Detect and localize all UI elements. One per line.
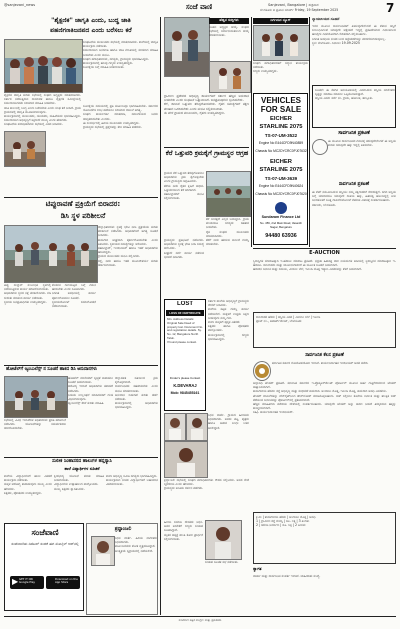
tender-detail-table: [253, 512, 396, 564]
app-promo-box: [4, 523, 84, 611]
tender-body-text: ಅಲ್ಪಾವಧಿ ಟೆಂಡರ್ ಪ್ರಕಟಣೆ. ಕರ್ನಾಟಕ ಸರ್ಕಾರದ ಇ-ಪ್ರೊಕ್ಯೂರ್‌ಮೆಂಟ್ ಪೋರ್ಟಲ್ ಮೂಲಕ ಅರ್ಹ ಗುತ್ತಿಗೆದಾರರಿಂದ ಟೆಂಡರ್ ಆಹ್ವಾನಿಸಲಾಗಿದೆ. ಕಾಮಗಾರಿಯ ಹೆಸರು: ರಸ್ತೆ ಅಭಿವೃದ್ಧಿ ಮತ್ತು ಸುಧಾರಣೆ ಕಾಮಗಾರಿ. ಅಂದಾಜು ಮೊತ್ತ, ಇಎಂಡಿ ಮೊತ್ತ, ಕಾಮಗಾರಿ ಅವಧಿ ವಿವರಗಳು. ಟೆಂಡರ್ ದಾಖಲೆಗಳನ್ನು ವೆಬ್‌ಸೈಟ್‌ನಿಂದ ಡೌನ್‌ಲೋಡ್ ಮಾಡಿಕೊಳ್ಳಬಹುದು. ಬಿಡ್ ಸಲ್ಲಿಸಲು ಕೊನೆಯ ದಿನಾಂಕ ಮತ್ತು ತಾಂತ್ರಿಕ ಬಿಡ್ ತೆರೆಯುವ ದಿನಾಂಕವನ್ನು ಪೋರ್ಟಲ್‌ನಲ್ಲಿ ಪ್ರಕಟಿಸಲಾಗಿದೆ. ಹೆಚ್ಚಿನ ಮಾಹಿತಿಗಾಗಿ ಕಚೇರಿಯ ವೇಳೆಯಲ್ಲಿ ಸಂಪರ್ಕಿಸಬಹುದು. ಯಾವುದೇ ಟೆಂಡರ್ ಅನ್ನು ಕಾರಣ ನೀಡದೆ ತಿರಸ್ಕರಿಸುವ ಹಕ್ಕನ್ನು ಕಾಯ್ದಿರಿಸಲಾಗಿದೆ. ಸಹಿ/- ಕಾರ್ಯನಿರ್ವಾಹಕ ಇಂಜಿನಿಯರ್.: [253, 381, 396, 415]
right-notice-text-3: ಈ ಕೆಳಗೆ ನಮೂದಿಸಿರುವ ಆಸ್ತಿಯು ನಮ್ಮ ಕಕ್ಷಿದಾರರಿಗೆ ಸೇರಿರುತ್ತದೆ. ಸದರಿ ಆಸ್ತಿಯ ಬಗ್ಗೆ ಯಾರಾದರೂ ಯಾವುದೇ ರೀತಿಯ ಹಕ್ಕು, ಹಿತಾಸಕ್ತಿ ಹೊಂದಿದ್ದಲ್ಲಿ ಏಳು ದಿನಗಳೊಳಗೆ ಸೂಕ್ತ ದಾಖಲೆಗಳೊಂದಿಗೆ ಕೆಳಕಂಡ ವಿಳಾಸಕ್ಕೆ ಸಂಪರ್ಕಿಸಬಹುದು. ವಕೀಲರು, ಬೆಂಗಳೂರು.: [312, 190, 396, 207]
tipu-story-right-text: ಜಿಲ್ಲಾಧಿಕಾರಿಗಳು ಸ್ಥಳಕ್ಕೆ ಭೇಟಿ ನೀಡಿ ಪ್ರಕ್ರಿಯೆಯ ಕುರಿತು ಪರಿಶೀಲನೆ ನಡೆಸಿದರು. ಅಧಿಕಾರಿಗಳಿಗೆ ಅಗತ್ಯ ಸೂಚನೆ ನೀಡಿದರು. ಕಾಮಗಾರಿ ಶೀಘ್ರವಾಗಿ ಪೂರ್ಣಗೊಳಿಸಬೇಕು ಎಂದು ತಿಳಿಸಿದರು. ಸ್ಥಳೀಯರ ಸಮಸ್ಯೆಗಳನ್ನು ಆಲಿಸಿದರು. ತಹಸೀಲ್ದಾರ್, ಇಂಜಿನಿಯರ್ ಹಾಗೂ ಇತರೆ ಅಧಿಕಾರಿಗಳು ಹಾಜರಿದ್ದರು. ಗ್ರಾಮದ ಮುಖಂಡರು ಮನವಿ ಸಲ್ಲಿಸಿದರು. ರಸ್ತೆ, ನೀರು ಹಾಗೂ ಇತರ ಮೂಲಸೌಕರ್ಯ ಕುರಿತು ಚರ್ಚಿಸಲಾಯಿತು.: [98, 225, 158, 267]
tender-header-text: ಕರ್ನಾಟಕ ಸರ್ಕಾರ ಲೋಕೋಪಯೋಗಿ ಇಲಾಖೆ. ಕಾರ್ಯನಿರ್ವಾಹಕ ಇಂಜಿನಿಯರ್ ಅವರ ಕಚೇರಿ.: [272, 361, 369, 365]
vehicle-ad-eicher-1: EICHER STARLINE 2075: [259, 116, 303, 130]
header-site-handle[interactable]: @sanjevani_news: [4, 3, 36, 7]
app-store-label: Download on the App Store: [55, 577, 78, 585]
center-news-headline: ಕೆರೆ ಒತ್ತುವರಿ ಕ್ರಮಕೈಗೆ ಗ್ರಾಮಸ್ಥರ ಆಗ್ರಹ: [165, 149, 249, 157]
eauction-text: ಸ್ಥಿರಾಸ್ತಿಗಳ ಮಾರಾಟಕ್ಕಾಗಿ ಇ-ಹರಾಜು ಮಾರಾಟ ಪ್ರಕಟಣೆ. ಭದ್ರತಾ ಹಿತಾಸಕ್ತಿ ಜಾರಿ ನಿಯಮಗಳ ಅಡಿಯಲ್ಲಿ ಸ್ಥಿರಾಸ್ತಿಗಳ ಮಾರಾಟಕ್ಕಾಗಿ ಇ-ಹರಾಜು. ಸಾಲಗಾರರು ಮತ್ತು ಜಾಮೀನುದಾರರಿಗೆ ಈ ಮೂಲಕ ಸೂಚನೆ ನೀಡಲಾಗಿದೆ. ಹರಾಜಿನ ದಿನಾಂಕ ಮತ್ತು ಸಮಯ, ಮೀಸಲು ಬೆಲೆ, ಇಎಂಡಿ ಮೊತ್ತ ಇತ್ಯಾದಿ ವಿವರಗಳನ್ನು ಕೆಳಗೆ ನೀಡಲಾಗಿದೆ.: [253, 259, 396, 272]
sundaram-logo-icon: [275, 202, 287, 214]
vertical-divider-mid: [251, 17, 252, 247]
footer-print-line: ಸಂಜೆವಾಣಿ ಪತ್ರಿಕೆ ಮುದ್ರಣ ಮತ್ತು ಪ್ರಕಾಶಕರು: [178, 618, 222, 622]
center-news-box-text: ನೂತನ ಅಧ್ಯಕ್ಷರ ಆಯ್ಕೆ. ಸಂಘದ ಸಭೆಯಲ್ಲಿ ಸರ್ವಾನುಮತದಿಂದ ಆಯ್ಕೆ ಮಾಡಲಾಯಿತು.: [209, 25, 249, 38]
lost-ad-finder: Finder's please Contact: [169, 376, 201, 380]
google-play-label: GET IT ON Google Play: [19, 577, 35, 585]
small-ad-title: ಸ್ವಾಗತ: [253, 566, 262, 571]
govt-emblem-icon: [253, 361, 271, 381]
vehicle-ad-phone: 94480 63936: [265, 233, 297, 239]
portrait-2: [186, 413, 208, 441]
right-notice-box: [312, 85, 396, 128]
lower-subhead: ಶಾಲೆ ವಿದ್ಯಾರ್ಥಿಗಳ ಸೂಚನೆ: [64, 466, 100, 471]
vehicle-ad-eicher-2: EICHER STARLINE 2075: [259, 159, 303, 173]
eauction-table: [253, 312, 396, 348]
portrait-caption-text: ನಿಧನ ವಾರ್ತೆ. ಗ್ರಾಮದ ಹಿರಿಯರು ನಿಧನರಾದರು. ಅವರು ಪತ್ನಿ, ಪುತ್ರರು ಹಾಗೂ ಅಪಾರ ಬಂಧು ಬಳಗ ಅಗಲಿದ್ದಾರೆ.: [208, 413, 249, 430]
colour-bar-right: [338, 624, 396, 628]
center-news-box-title: ಹೆಚ್ಚಿನ ಸುದ್ದಿಗಳು: [209, 18, 249, 24]
vehicle-sale-ad: [253, 93, 308, 245]
app-store-button[interactable]: [46, 576, 80, 589]
right-logo-icon: [312, 139, 328, 155]
header-meta: Sanjevani, Bangalore | ಶುಕ್ರವಾರ: [268, 3, 319, 7]
mid-story-text-1: ಹೋಟೆಲ್ ಮಾಲೀಕರಿಗೆ ಸ್ವಚ್ಛತೆ ಕಾಪಾಡಲು ಸೂಚನೆ ನೀಡಲಾಯಿತು. ಆರೋಗ್ಯ ಇಲಾಖೆ ಅಧಿಕಾರಿಗಳು ತಪಾಸಣೆ ನಡೆಸಿದರು. ನಿಯಮ ಉಲ್ಲಂಘನೆ ಮಾಡಿದವರಿಗೆ ದಂಡ ವಿಧಿಸಲಾಗುವುದು. ಆ್ಯಂಬುಲೆನ್ಸ್ ಸೇವೆ ಕುರಿತು ಮಾಹಿತಿ.: [68, 376, 113, 406]
tipu-story-mid-text: ಕೆಲಸಗಳ ಗುಣಮಟ್ಟದ ಬಗ್ಗೆ ಗಮನ ಹರಿಸಬೇಕು ಎಂದು ಸೂಚಿಸಿದರು. ನಿಗದಿತ ಅವಧಿಯಲ್ಲಿ ಕಾರ್ಯ ಪೂರ್ಣಗೊಳಿಸಲು ಸೂಚನೆ. ಸ್ಥಳೀಯರೊಂದಿಗೆ ಸಮಾಲೋಚನೆ ನಡೆಸಲಾಯಿತು.: [52, 283, 96, 309]
tipu-headline-1: ಟಿಪ್ಪುರಾವಣೆ ಪ್ರಕ್ರಿಯೆಗೆ ಬಿರಾದರ:: [45, 199, 121, 208]
mid-story-text-3: ಸಭೆಯಲ್ಲಿ ವಿವಿಧ ಇಲಾಖೆಗಳ ಅಧಿಕಾರಿಗಳು ಪ್ರಗತಿ ಪರಿಶೀಲನೆ ನಡೆಸಿದರು. ಯೋಜನೆಗಳನ್ನು ಸಮರ್ಪಕವಾಗಿ ಜಾರಿಗೊಳಿಸಬೇಕು.: [4, 418, 66, 431]
center-lower-text: ಶ್ರದ್ಧಾಂಜಲಿ ಸಭೆಯಲ್ಲಿ ಸಂಘದ ಪದಾಧಿಕಾರಿಗಳು ಗೌರವ ಸಲ್ಲಿಸಿದರು. ಅವರ ಸೇವೆ ಸ್ಮರಣೀಯ ಎಂದು ಹೇಳಿದರು. ಗ್ರಾಮಸ್ಥರು ಅಂತಿಮ ದರ್ಶನ ಪಡೆದರು.: [164, 478, 249, 491]
center-story-text-5: ಸರ್ಕಾರಿ ಶಾಲೆಯ ಅಭಿವೃದ್ಧಿಗೆ ಗ್ರಾಮಸ್ಥರು ದೇಣಿಗೆ ನೀಡಿದರು. ಶಾಲೆಯ ಕಟ್ಟಡ ದುರಸ್ತಿ ಕಾರ್ಯ ನಡೆಯಲಿದೆ. ಮಕ್ಕಳಿಗೆ ಉತ್ತಮ ಶಿಕ್ಷಣ ನೀಡುವುದು ನಮ್ಮ ಗುರಿ. ಶಾಲಾ ಮಕ್ಕಳಿಗೆ ಪುಸ್ತಕ ವಿತರಣೆ. ಶಿಕ್ಷಕರು ಹಾಗೂ ಪೋಷಕರು ಪಾಲ್ಗೊಂಡರು. ಕಾರ್ಯಕ್ರಮದಲ್ಲಿ ಗಣ್ಯರು ಭಾಗವಹಿಸಿದ್ದರು.: [208, 299, 249, 341]
lower-headline: ಸುಲೀಕ ಸಿಂಹಾಸನದ ಹಾಲುಗಳ ಹಸ್ತನ್ಯಾಸಿ: [52, 459, 112, 464]
right-notice-title-2: ಸಾರ್ವಜನಿಕ ಪ್ರಕಟಣೆ: [338, 182, 370, 187]
vehicle-ad-reg-1: TS-07-UM-3522: [264, 133, 298, 138]
lost-ad-label: LOSS OF CERTIFICATE: [166, 310, 204, 316]
lost-ad-title: LOST: [177, 301, 193, 307]
event-photo-left: [4, 131, 46, 167]
right-top-text: ಸಂಘದ ಪದಾಧಿಕಾರಿಗಳಿಗೆ ಸನ್ಮಾನ ಕಾರ್ಯಕ್ರಮ ನಡೆಯಿತು. ಗಣ್ಯರು ಉಪಸ್ಥಿತರಿದ್ದರು.: [253, 61, 308, 74]
vehicle-ad-company: Sundaram Finance Ltd: [261, 215, 301, 219]
vehicle-ad-engine-2: Engine No E444CFD9N40624: [258, 184, 304, 188]
mid-story-text-2: ಜಿಲ್ಲಾಡಳಿತ ವತಿಯಿಂದ ಕ್ರಮ ಕೈಗೊಳ್ಳಲಾಗಿದೆ. ಸಾರ್ವಜನಿಕರು ಸಹಕರಿಸಬೇಕು ಎಂದು ಮನವಿ ಮಾಡಲಾಯಿತು. ಅನುದಾನ ಬಿಡುಗಡೆ ಕುರಿತು ಚರ್ಚೆ ನಡೆಯಿತು. ಕಾರ್ಯಕ್ರಮದಲ್ಲಿ ಅಧಿಕಾರಿಗಳು ಭಾಗವಹಿಸಿದ್ದರು.: [115, 376, 158, 410]
top-story-mid-text: ಸಮೀಕ್ಷೆಯ ಸಮಯದಲ್ಲಿ ಪ್ರತಿ ಕುಟುಂಬವೂ ಭಾಗವಹಿಸಬೇಕು. ಸರ್ಕಾರದ ಯೋಜನೆಗಳ ಲಾಭ ಪಡೆಯಲು ಸರಿಯಾದ ದಾಖಲೆ ಅಗತ್ಯ. ಸಂಘದ ಕಾರ್ಯದರ್ಶಿ ಮಾತನಾಡಿ, ಸಮುದಾಯದ ಜನರು ಜಾಗೃತರಾಗಬೇಕು ಎಂದರು. ಈ ಸಂದರ್ಭದಲ್ಲಿ ಹಿರಿಯ ಮುಖಂಡರು ಉಪಸ್ಥಿತರಿದ್ದರು. ಗ್ರಾಮಸ್ಥರು ಸಭೆಯಲ್ಲಿ ಪ್ರಶ್ನೆಗಳನ್ನು ಕೇಳಿ ಮಾಹಿತಿ ಪಡೆದರು.: [83, 104, 158, 130]
vehicle-ad-title: VEHICLES FOR SALE: [260, 96, 302, 114]
lower-story-text-3: ಶಾಲಾ ಅಭಿವೃದ್ಧಿ ಸಮಿತಿ ಸದಸ್ಯರು ಭಾಗವಹಿಸಿದ್ದರು. ಕಾರ್ಯಕ್ರಮದ ನಂತರ ವಿದ್ಯಾರ್ಥಿಗಳಿಗೆ ಬಹುಮಾನ ವಿತರಿಸಲಾಯಿತು.: [106, 474, 158, 487]
lake-photo: [206, 171, 251, 217]
header-meta-2: ಬೆಂಗಳೂರು ಆ ಪ್ರತಿದಿನ ಮಾರ್ಚ್ Friday, 19 September 2025: [260, 8, 339, 12]
portrait-1: [164, 413, 186, 441]
right-legal-text: ಇದರ ಮೂಲಕ ಸಾರ್ವಜನಿಕರಿಗೆ ತಿಳಿಸುವುದೇನೆಂದರೆ ಈ ಕೆಳಗಿನ ಆಸ್ತಿಗೆ ಸಂಬಂಧಿಸಿದಂತೆ ಯಾವುದೇ ಆಕ್ಷೇಪಣೆ ಇದ್ದಲ್ಲಿ ಪ್ರಕಟಣೆಯಾದ ದಿನಾಂಕದಿಂದ ಹದಿನೈದು ದಿನಗಳೊಳಗಾಗಿ ಲಿಖಿತವಾಗಿ ಸಲ್ಲಿಸಬಹುದು. ನಿಗದಿತ ಅವಧಿಯ ನಂತರ ಬಂದ ಆಕ್ಷೇಪಣೆಗಳನ್ನು ಪರಿಗಣಿಸಲಾಗುವುದಿಲ್ಲ. ಸ್ಥಳ: ಬೆಂಗಳೂರು. ದಿನಾಂಕ: 19.09.2025: [312, 24, 396, 45]
vehicle-ad-reg-2: TS-07-UM-3639: [264, 176, 298, 181]
lower-story-text-1: ಶಾಲೆಯ ವಿದ್ಯಾರ್ಥಿಗಳಿಗೆ ಹಾಲು ವಿತರಣೆ ಕಾರ್ಯಕ್ರಮ ನಡೆಯಿತು. ಮಕ್ಕಳ ಆರೋಗ್ಯ ಕಾಪಾಡುವುದು ಮುಖ್ಯ ಎಂದು ಹೇಳಿದರು. ಶಿಕ್ಷಕರು, ಪೋಷಕರು ಉಪಸ್ಥಿತರಿದ್ದರು.: [4, 474, 52, 495]
eauction-table-text: ಸಾಲಗಾರರ ಹೆಸರು | ಆಸ್ತಿಯ ವಿವರ | ಮೀಸಲು ಬೆಲೆ | ಇಎಂಡಿ ಫ್ಲಾಟ್ ನಂ., ಅಪಾರ್ಟ್‌ಮೆಂಟ್, ಬೆಂಗಳೂರು: [256, 315, 321, 324]
center-story-text-2: ಗ್ರಾಮದ ಕೆರೆ ಒತ್ತುವರಿ ತೆರವುಗೊಳಿಸಲು ಅಧಿಕಾರಿಗಳು ಕ್ರಮ ಕೈಗೊಳ್ಳಬೇಕು ಎಂದು ಗ್ರಾಮಸ್ಥರು ಆಗ್ರಹಿಸಿದರು. ಕೆರೆಯ ನೀರು ರೈತರ ಕೃಷಿಗೆ ಆಧಾರ. ಒತ್ತುವರಿಯಿಂದ ಕೆರೆ ಕಿರಿದಾಗಿದೆ. ತಹಸೀಲ್ದಾರರಿಗೆ ಮನವಿ ಸಲ್ಲಿಸಲಾಯಿತು.: [164, 171, 204, 201]
promo-logo: ಸಂಜೆವಾಣಿ: [31, 527, 59, 537]
right-notice-title: ಸಾರ್ವಜನಿಕ ಪ್ರಕಟಣೆ: [338, 131, 370, 136]
center-bottom-text-2: ಸಂತಾಪ ಸೂಚಕ ಸಭೆ ನಡೆಯಿತು.: [205, 560, 239, 564]
obituary-text: ನಿಧನ ವಾರ್ತೆ. ಹಿರಿಯ ನಾಗರಿಕರು ನಿಧನರಾದರು. ಕುಟುಂಬದವರು ಶೋಕ ವ್ಯಕ್ತಪಡಿಸಿದ್ದಾರೆ. ಅಂತ್ಯಕ್ರಿಯೆ ಸ್ವಗ್ರಾಮದಲ್ಲಿ ನಡೆಯಲಿದೆ.: [115, 536, 157, 553]
right-box-title: ನಿರ್ಗಮನ ನ್ಯೂಸ್: [253, 18, 308, 24]
top-story-right-text: ಸಂಘಟನೆಯ ಮುಖಂಡರು ಸಭೆಯಲ್ಲಿ ಮಾತನಾಡಿದರು. ಶಾಲೆಯಲ್ಲಿ ಜಾಗೃತಿ ಕಾರ್ಯಕ್ರಮ ನಡೆಯಿತು. ಸಮುದಾಯದ ಜನಗಣತಿ ಹಾಗೂ ಜಾತಿ ಗಣತಿಯಲ್ಲಿ ಸರಿಯಾದ ಮಾಹಿತಿ ನೀಡಬೇಕು ಎಂದು ಮನವಿ. ಸಂಘದ ಪದಾಧಿಕಾರಿಗಳು, ಸದಸ್ಯರು, ಗ್ರಾಮಸ್ಥರು ಭಾಗವಹಿಸಿದ್ದರು. ಕಾರ್ಯಕ್ರಮದಲ್ಲಿ ಹಲವು ಗಣ್ಯರು ಉಪಸ್ಥಿತರಿದ್ದರು. ಸಮೀಕ್ಷೆಯ ಬಗ್ಗೆ ಮಾಹಿತಿ ನೀಡಲಾಯಿತು.: [83, 40, 158, 70]
right-top-photo: [253, 25, 310, 61]
promo-text: ಸಂಜೆವಾಣಿಯ ಡಿಜಿಟಲ್ ಸಂಚಿಕೆ ಈಗ ಮೊಬೈಲ್ ಆಪ್‌ನಲ್ಲಿ: [11, 542, 79, 546]
eauction-title: E-AUCTION: [309, 250, 340, 256]
lost-ad: [164, 299, 206, 411]
page-number: 7: [386, 1, 395, 15]
colour-bar: [4, 624, 64, 628]
center-story-text-3: ಗ್ರಾಮಸ್ಥರು ಪ್ರತಿಭಟನೆ ನಡೆಸಿದರು. ಅಧಿಕಾರಿಗಳು ಸ್ಥಳಕ್ಕೆ ಭೇಟಿ ನೀಡಿ ಸಮಸ್ಯೆ ಆಲಿಸಿದರು. ಶೀಘ್ರವೇ ಸರ್ವೆ ಕಾರ್ಯ ನಡೆಸುವ ಭರವಸೆ ನೀಡಿದರು.: [164, 238, 204, 259]
masthead-logo: ಸಂಜೆ ವಾಣಿ: [185, 2, 213, 11]
google-play-icon: ▶: [12, 577, 19, 586]
tipu-story-left-text: ಟಿಪ್ಪು ಸುಲ್ತಾನ್ ಸಂಬಂಧಿತ ಸ್ಥಳದಲ್ಲಿ ನಡೆಯುತ್ತಿರುವ ಕಾರ್ಯ ಪರಿಶೀಲಿಸಲಾಯಿತು. ಅಧಿಕಾರಿಗಳು ಸ್ಥಳದ ನಕ್ಷೆ ಪರಿಶೀಲಿಸಿದರು. ಗಡಿ ಗುರುತು ಮಾಡುವ ಕಾರ್ಯ ನಡೆಯಿತು. ಸ್ಥಳೀಯ ಜನಪ್ರತಿನಿಧಿಗಳು ಉಪಸ್ಥಿತರಿದ್ದರು.: [4, 283, 51, 304]
lower-story-text-2: ಕ್ಷೀರಭಾಗ್ಯ ಯೋಜನೆ ಕುರಿತು ಮಾಹಿತಿ ನೀಡಲಾಯಿತು. ವಿದ್ಯಾರ್ಥಿಗಳು ಉತ್ಸಾಹದಿಂದ ಪಾಲ್ಗೊಂಡರು. ಮುಖ್ಯ ಶಿಕ್ಷಕರು ಸ್ವಾಗತಿಸಿದರು.: [54, 474, 104, 491]
small-ad-text: ವಾರ್ತಾ ಮತ್ತು ಸಾರ್ವಜನಿಕ ಸಂಪರ್ಕ ಇಲಾಖೆ. ಜಾಹೀರಾತು ಸಂಖ್ಯೆ.: [253, 574, 321, 578]
divider-center-1: [164, 147, 249, 148]
ambulance-photo: [4, 376, 68, 418]
center-news-photo-2: [209, 61, 251, 93]
center-group-photo: [164, 17, 210, 77]
event-photo-top: [4, 39, 83, 93]
tipu-headline-2: ಡಿಸಿ ಸ್ಥಳ ಪರಿಶೀಲನೆ: [60, 211, 106, 220]
center-bottom-text: ಹಿರಿಯ ಸಮಾಜ ಸೇವಕರು ನಿಧನ. ಅವರ ಅಗಲಿಕೆಗೆ ಗಣ್ಯರು ಸಂತಾಪ ಸೂಚಿಸಿದ್ದಾರೆ. ಮೃತರ ಆತ್ಮಕ್ಕೆ ಶಾಂತಿ ಕೋರಿ ಪ್ರಾರ್ಥನೆ ಸಲ್ಲಿಸಲಾಯಿತು.: [164, 520, 203, 541]
portrait-3: [164, 441, 208, 478]
vehicle-ad-chassis-2: Chassis No MC2DYCRC0PJ07620: [255, 192, 307, 196]
vehicle-ad-address: No. 456, 2nd Main Road, Vasanth Nagar, Bengaluru: [260, 222, 302, 229]
portrait-4: [205, 520, 242, 560]
tipu-photo: [4, 225, 98, 283]
left-headline-1: "ಶೈಕ್ಷಣಿಕ" ಜಾಗೃತಿ ಎಂದು, ಬುದ್ಧ ಜಾತಿ: [51, 17, 131, 24]
divider-tipu-top: [4, 197, 158, 198]
right-notice-text-2: ಈ ಮೂಲಕ ಸಾರ್ವಜನಿಕರ ಗಮನಕ್ಕೆ ತರುವುದೇನೆಂದರೆ ಈ ಆಸ್ತಿಯ ಕುರಿತು ಯಾವುದೇ ಹಕ್ಕು ಇದ್ದಲ್ಲಿ ತಿಳಿಸಬೇಕು.: [328, 139, 396, 148]
obituary-title: ಶ್ರದ್ಧಾಂಜಲಿ: [114, 527, 132, 532]
vertical-divider-right: [309, 17, 310, 247]
top-story-left-text: ಶೈಕ್ಷಣಿಕ ಜಾಗೃತಿ ಕುರಿತು ಸಭೆಯಲ್ಲಿ ಸಂಘದ ಅಧ್ಯಕ್ಷರು ಮಾತನಾಡಿದರು. ಸರ್ಕಾರ ನಡೆಸುತ್ತಿರುವ ಸಾಮಾಜಿಕ ಹಾಗೂ ಶೈಕ್ಷಣಿಕ ಸಮೀಕ್ಷೆಯಲ್ಲಿ ಸಮುದಾಯದವರು ಸರಿಯಾದ ಮಾಹಿತಿ ನೀಡಬೇಕು. ಜಾತಿ ಕಾಲಂನಲ್ಲಿ ಬುದ್ಧ ಎಂದು ಬರೆಸಬೇಕು ಎಂದು ಸಂಘ ಕರೆ ನೀಡಿದೆ. ಗ್ರಾಮ ಗ್ರಾಮಗಳಲ್ಲಿ ಜಾಗೃತಿ ಮೂಡಿಸಲಾಗುವುದು. ಕಾರ್ಯಕ್ರಮದಲ್ಲಿ ಮುಖಂಡರು, ಯುವಕರು, ಮಹಿಳೆಯರು ಭಾಗವಹಿಸಿದ್ದರು. ಸಮುದಾಯದ ಅಭಿವೃದ್ಧಿಗೆ ಶಿಕ್ಷಣವೇ ಮುಖ್ಯ ಎಂದು ಹೇಳಿದರು. ಸಂಘಟನೆಯ ಪದಾಧಿಕಾರಿಗಳು ಸಭೆಯಲ್ಲಿ ವಿವರ ನೀಡಿದರು.: [4, 93, 81, 127]
center-story-text-1: ಗ್ರಾಮೀಣ ಪ್ರದೇಶದ ಅಭಿವೃದ್ಧಿ ಕಾರ್ಯಗಳಿಗೆ ಸರ್ಕಾರ ಹೆಚ್ಚಿನ ಅನುದಾನ ನೀಡಬೇಕು ಎಂದು ಸಂಘಟನೆ ಒತ್ತಾಯಿಸಿದೆ. ಜನಪ್ರತಿನಿಧಿಗಳು ಸ್ಪಂದಿಸಬೇಕು. ಕೆರೆ, ಕಾಲುವೆ ಒತ್ತುವರಿ ತೆರವುಗೊಳಿಸಬೇಕು. ರೈತರ ಸಮಸ್ಯೆಗಳಿಗೆ ತಕ್ಷಣ ಪರಿಹಾರ ಒದಗಿಸಬೇಕು ಎಂದು ಮನವಿ ಸಲ್ಲಿಸಲಾಯಿತು. ಈ ವೇಳೆ ಗ್ರಾಮದ ಮುಖಂಡರು, ರೈತರು ಉಪಸ್ಥಿತರಿದ್ದರು.: [164, 94, 249, 115]
obituary-photo: [91, 536, 115, 566]
right-notice-text: ಸೂಚನೆ: ಈ ಕೆಳಗಿನ ಅನುಸೂಚಿಯಲ್ಲಿ ವಿವರಿಸಿರುವ ಆಸ್ತಿಯ ಮಾಲೀಕರು ಸ್ವತ್ತನ್ನು ಮಾರಾಟ ಮಾಡಲು ಒಪ್ಪಿಕೊಂಡಿರುತ್ತಾರೆ. ಆಸ್ತಿಯ ವಿವರ: ಸರ್ವೆ ನಂ. ಗ್ರಾಮ, ಹೋಬಳಿ, ತಾಲ್ಲೂಕು.: [315, 88, 395, 101]
footer-rule: [4, 616, 396, 617]
obituary-box: [86, 523, 158, 615]
left-headline-2: ಪಹಣಿಗಣತಿಜನಪದ ಎಂದು ಬರೆಸಲು ಕರೆ: [50, 27, 132, 34]
vehicle-ad-engine-1: Engine No E444CFD9N40859: [258, 141, 304, 145]
mid-headline: ಹೋಟೆಲ್‌ಗೆ ಆ್ಯಂಬುಲೆನ್ಸ್ ನ ಸೂಚನೆ ಹಾಕಿದ ಡಿಸಿ ಅನುದಾನಗಳು: [6, 367, 97, 372]
center-story-text-4: ಕೆರೆ ಸಂರಕ್ಷಣೆ ಎಲ್ಲರ ಜವಾಬ್ದಾರಿ. ಗ್ರಾಮ ಪಂಚಾಯಿತಿ ಸದಸ್ಯರು ಸಹಕಾರ ನೀಡಬೇಕು. ರೈತ ಸಂಘದ ಮುಖಂಡರು ಮಾತನಾಡಿದರು. ಕೆರೆಗೆ ನೀರು ಹರಿಸುವ ಕಾಲುವೆ ದುರಸ್ತಿ ಮಾಡಬೇಕು.: [206, 217, 249, 247]
google-play-button[interactable]: [10, 576, 44, 589]
vertical-divider-left: [160, 17, 161, 615]
lost-ad-name: K.DEVARAJ: [173, 383, 197, 388]
lost-ad-mob: Mob: 9845455161: [170, 391, 200, 395]
divider-auction-top: [253, 248, 396, 249]
tender-title: ಸಾರ್ವಜನಿಕ ಕೆಲಸ ಪ್ರಕಟಣೆ: [305, 353, 344, 358]
right-small-notice: ನ್ಯಾಯಾಲಯದ ಸೂಚನೆ: [312, 17, 340, 21]
tender-detail-text: ಕ್ರ.ಸಂ | ಕಾಮಗಾರಿಯ ಹೆಸರು | ಅಂದಾಜು ಮೊತ್ತ | ಅವಧಿ 1 | ಗ್ರಾಮೀಣ ರಸ್ತೆ ದುರಸ್ತಿ | ರೂ. ಲಕ್ಷ | 3 ತಿಂಗಳು 2 | ಚರಂಡಿ ನಿರ್ಮಾಣ | ರೂ. ಲಕ್ಷ | 2 ತಿಂಗಳು: [256, 515, 316, 528]
vehicle-ad-chassis-1: Chassis No MC2DYCRC0PJ07632: [255, 149, 307, 153]
lost-ad-text: M/s. Address Details: Original Sale Deed of property lost. Document No. and registration details. Sy. No. 12, Bangalore North Taluk. If found please contact.: [167, 318, 203, 344]
